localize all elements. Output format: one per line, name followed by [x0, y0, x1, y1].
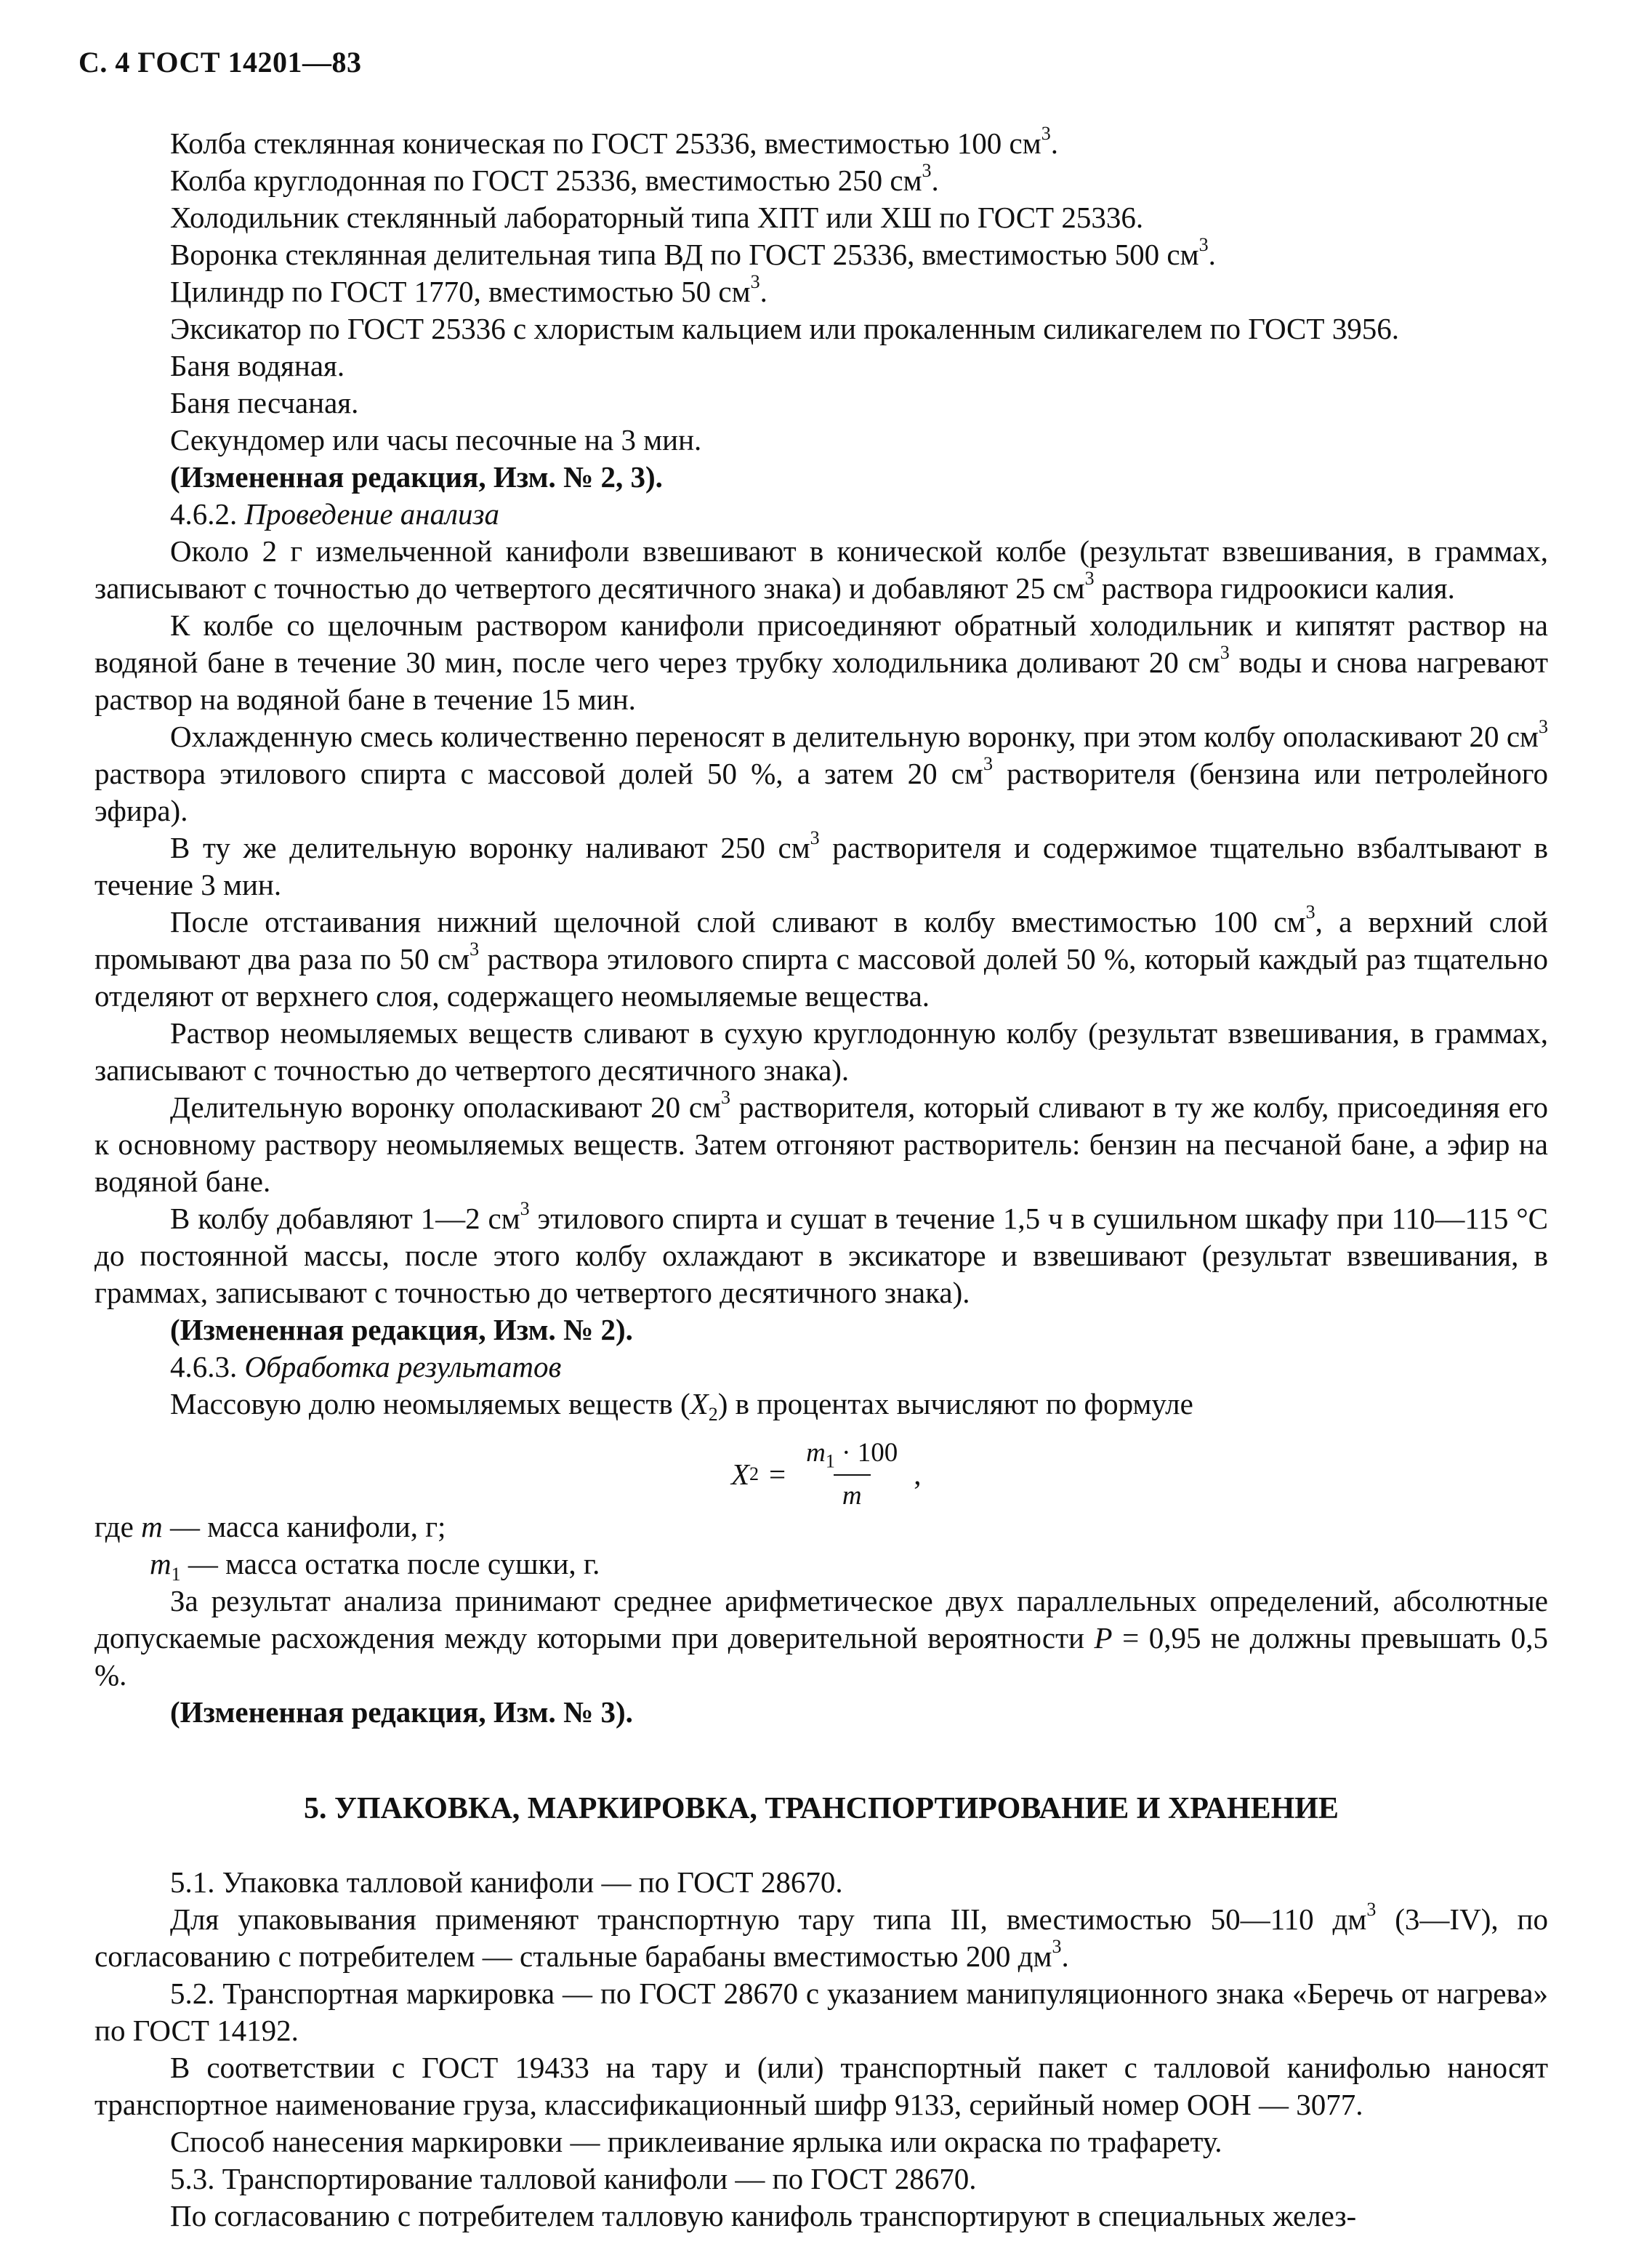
section-5-paragraph: 5.1. Упаковка талловой канифоли — по ГОСТ 28670. [170, 1865, 843, 1899]
analysis-paragraph: Охлажденную смесь количественно переносят в делительную воронку, при этом колбу ополаскивают 20 $см^3$ раствора этилового спирта с массовой долей 50 %, а затем 20 $см^3$ растворителя (бензина или петролейного эфира). [94, 716, 1548, 827]
analysis-paragraph: В ту же делительную воронку наливают 250 $см^3$ растворителя и содержимое тщательно взбалтывают в течение 3 мин. [94, 827, 1548, 901]
formula-legend: $m_1$ — масса остатка после сушки, г. [150, 1547, 600, 1585]
equipment-item: Баня водяная. [170, 349, 345, 382]
equipment-item: Цилиндр по ГОСТ 1770, вместимостью 50 $см^3$. [170, 271, 767, 308]
section-heading-4-6-3: 4.6.3. Обработка результатов [170, 1350, 562, 1383]
formula-block [94, 1423, 1548, 1511]
section-heading-4-6-2: 4.6.2. Проведение анализа [170, 497, 500, 531]
equipment-item: Воронка стеклянная делительная типа ВД по ГОСТ 25336, вместимостью 500 $см^3$. [170, 234, 1216, 271]
document-body [94, 125, 1548, 2235]
equipment-list [94, 125, 1548, 459]
analysis-paragraph: К колбе со щелочным раствором канифоли присоединяют обратный холодильник и кипятят раствор на водяной бане в течение 30 мин, после чего через трубку холодильника доливают 20 $см^3$ воды и снова нагревают раствор на водяной бане в течение 15 мин. [94, 608, 1548, 716]
equipment-item: Баня песчаная. [170, 386, 359, 419]
section-5-paragraph: 5.3. Транспортирование талловой канифоли — по ГОСТ 28670. [170, 2162, 977, 2195]
conclusion-paragraph: За результат анализа принимают среднее арифметическое двух параллельных определений, абсолютные допускаемые расхождения между которыми при доверительной вероятности P = 0,95 не должны превышать 0,5 %. [94, 1584, 1548, 1692]
analysis-paragraph: В колбу добавляют 1—2 $см^3$ этилового спирта и сушат в течение 1,5 ч в сушильном шкафу при 110—115 °С до постоянной массы, после этого колбу охлаждают в эксикаторе и взвешивают (результат взвешивания, в граммах, записывают с точностью до четвертого десятичного знака). [94, 1198, 1548, 1309]
formula-x2: X 2 = $\frac{m_1 \cdot 100}{m}$ , [731, 1434, 921, 1514]
equipment-item: Колба круглодонная по ГОСТ 25336, вместимостью 250 $см^3$. [170, 160, 939, 197]
analysis-paragraph: Раствор неомыляемых веществ сливают в сухую круглодонную колбу (результат взвешивания, в граммах, записывают с точностью до четвертого десятичного знака). [94, 1016, 1548, 1087]
section-5-paragraph: По согласованию с потребителем талловую канифоль транспортируют в специальных желез- [170, 2199, 1357, 2232]
analysis-paragraph: Делительную воронку ополаскивают 20 $см^3$ растворителя, который сливают в ту же колбу, присоединяя его к основному раствору неомыляемых веществ. Затем отгоняют растворитель: бензин на песчаной бане, а эфир на водяной бане. [94, 1087, 1548, 1198]
page-header: С. 4 ГОСТ 14201—83 [78, 46, 362, 79]
revision-note: (Измененная редакция, Изм. № 2, 3). [170, 460, 663, 494]
analysis-paragraph: Около 2 г измельченной канифоли взвешивают в конической колбе (результат взвешивания, в граммах, записывают с точностью до четвертого десятичного знака) и добавляют 25 $см^3$ раствора гидроокиси калия. [94, 534, 1548, 605]
calculation-intro: Массовую долю неомыляемых веществ $(X_2)$ в процентах вычисляют по формуле [170, 1387, 1193, 1426]
section-5-paragraph: Для упаковывания применяют транспортную тару типа III, вместимостью 50—110 $дм^3$ (3—IV), по согласованию с потребителем — стальные барабаны вместимостью 200 $дм^3$. [94, 1899, 1548, 1973]
formula-legend: где m — масса канифоли, г; [94, 1510, 446, 1543]
equipment-item: Колба стеклянная коническая по ГОСТ 25336, вместимостью 100 $см^3$. [170, 123, 1058, 160]
revision-note: (Измененная редакция, Изм. № 2). [170, 1313, 633, 1346]
equipment-item: Эксикатор по ГОСТ 25336 с хлористым кальцием или прокаленным силикагелем по ГОСТ 3956. [170, 312, 1399, 345]
equipment-item: Холодильник стеклянный лабораторный типа ХПТ или ХШ по ГОСТ 25336. [170, 201, 1144, 234]
section-5-paragraph: Способ нанесения маркировки — приклеивание ярлыка или окраска по трафарету. [170, 2125, 1222, 2158]
revision-note: (Измененная редакция, Изм. № 3). [170, 1695, 633, 1729]
formula-fraction: $\frac{m_1 \cdot 100}{m}$ [797, 1434, 906, 1514]
analysis-paragraph: После отстаивания нижний щелочной слой сливают в колбу вместимостью 100 $см^3$, а верхний слой промывают два раза по 50 $см^3$ раствора этилового спирта с массовой долей 50 %, который каждый раз тщательно отделяют от верхнего слоя, содержащего неомыляемые вещества. [94, 901, 1549, 1013]
section-5-paragraph: В соответствии с ГОСТ 19433 на тару и (или) транспортный пакет с талловой канифолью наносят транспортное наименование груза, классификационный шифр 9133, серийный номер ООН — 3077. [94, 2051, 1548, 2121]
equipment-item: Секундомер или часы песочные на 3 мин. [170, 423, 702, 457]
section-5-paragraph: 5.2. Транспортная маркировка — по ГОСТ 28670 с указанием манипуляционного знака «Беречь от нагрева» по ГОСТ 14192. [94, 1977, 1548, 2047]
section-5-title: 5. УПАКОВКА, МАРКИРОВКА, ТРАНСПОРТИРОВАНИЕ И ХРАНЕНИЕ [304, 1792, 1339, 1825]
